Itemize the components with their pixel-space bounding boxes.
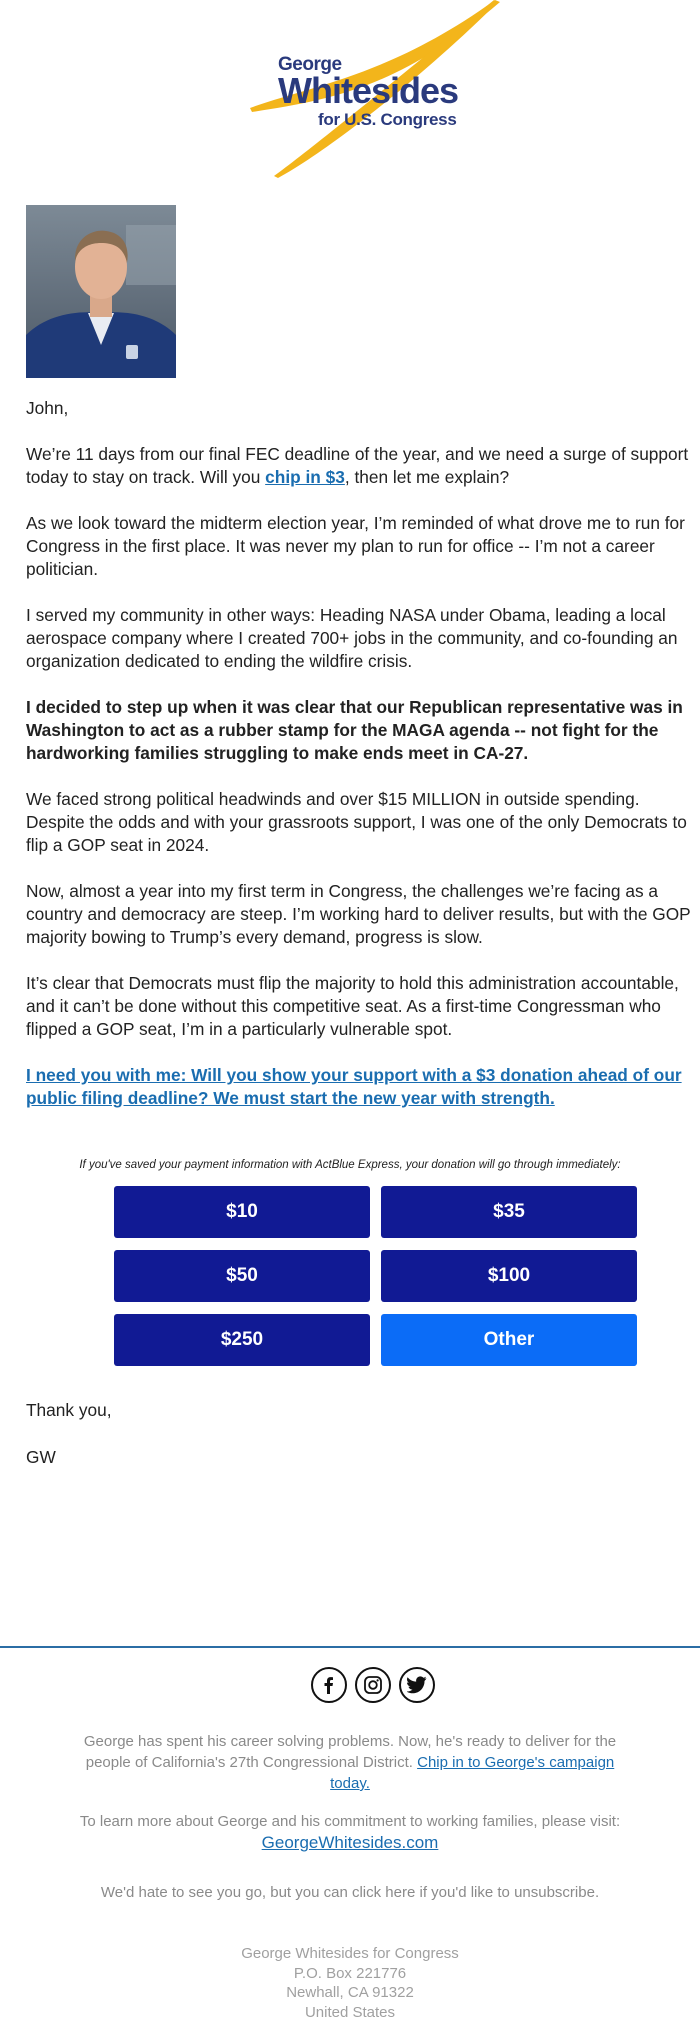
address-city: Newhall, CA 91322 <box>286 1984 414 2001</box>
logo-last-name: Whitesides <box>278 70 459 111</box>
paragraph-5 <box>26 788 700 857</box>
paragraph-4-bold <box>26 696 700 765</box>
learn-more-text: To learn more about George and his commitment to working families, please visit: <box>79 1813 621 1830</box>
footer-about <box>60 1731 640 1794</box>
instagram-glyph-icon <box>363 1675 383 1695</box>
p2-line-1: As we look toward the midterm election year, I’m reminded of what drove me to run for <box>26 513 685 533</box>
p5-line-3: flip a GOP seat in 2024. <box>26 835 210 855</box>
paragraph-6 <box>26 880 700 949</box>
p7-line-2: and it can’t be done without this competitive seat. As a first-time Congressman who <box>26 996 661 1016</box>
address-po-box: P.O. Box 221776 <box>293 1964 407 1982</box>
candidate-portrait <box>26 205 176 378</box>
p2-line-2: Congress in the first place. It was never my plan to run for office -- I’m not a career <box>26 536 655 556</box>
twitter-glyph-icon <box>407 1676 427 1694</box>
paragraph-7 <box>26 972 700 1041</box>
logo-wordmark <box>278 54 459 111</box>
about-line-1: George has spent his career solving problems. Now, he's ready to deliver for the <box>83 1733 617 1750</box>
donate-other-button[interactable]: Other <box>381 1314 637 1366</box>
facebook-glyph-icon <box>320 1676 338 1694</box>
p6-line-2: country and democracy are steep. I’m working hard to deliver results, but with the GOP <box>26 904 691 924</box>
donate-10-button[interactable]: $10 <box>114 1186 370 1238</box>
actblue-express-note: If you've saved your payment information with ActBlue Express, your donation will go through immediately: <box>79 1159 621 1171</box>
logo-tagline: for U.S. Congress <box>318 110 457 129</box>
cta-line-2: public filing deadline? We must start the new year with strength. <box>26 1088 555 1108</box>
mailing-address <box>0 1944 700 2022</box>
p7-line-3: flipped a GOP seat, I’m in a particularly vulnerable spot. <box>26 1019 453 1039</box>
p1-line-2: today to stay on track. Will you <box>26 467 266 487</box>
p5-line-2: Despite the odds and with your grassroots support, I was one of the only Democrats to <box>26 812 687 832</box>
signature-initials: GW <box>26 1447 56 1467</box>
footer-learn-more <box>60 1811 640 1854</box>
p3-line-1: I served my community in other ways: Heading NASA under Obama, leading a local <box>26 605 666 625</box>
chip-in-link[interactable]: chip in $3 <box>265 467 345 487</box>
footer-divider <box>0 1646 700 1648</box>
cta-line-1: I need you with me: Will you show your support with a $3 donation ahead of our <box>26 1065 682 1085</box>
chip-in-today-link[interactable]: today. <box>330 1775 370 1792</box>
about-line-2: people of California's 27th Congressional District. <box>85 1754 418 1771</box>
p4-line-3: hardworking families struggling to make ends meet in CA-27. <box>26 743 529 763</box>
greeting: John, <box>26 398 69 418</box>
letter-body <box>26 397 700 1133</box>
thank-you: Thank you, <box>26 1400 112 1420</box>
donation-cta-link[interactable] <box>26 1065 682 1108</box>
donate-100-button[interactable]: $100 <box>381 1250 637 1302</box>
donate-50-button[interactable]: $50 <box>114 1250 370 1302</box>
paragraph-1 <box>26 443 700 489</box>
portrait-photo-icon <box>26 205 176 378</box>
address-country: United States <box>304 2003 396 2021</box>
p6-line-3: majority bowing to Trump’s every demand, progress is slow. <box>26 927 483 947</box>
instagram-icon[interactable] <box>355 1667 391 1703</box>
p3-line-2: aerospace company where I created 700+ jobs in the community, and co-founding an <box>26 628 678 648</box>
cta-paragraph <box>26 1064 700 1110</box>
p4-line-2: Washington to act as a rubber stamp for the MAGA agenda -- not fight for the <box>26 720 659 740</box>
campaign-logo[interactable] <box>0 0 700 180</box>
address-org: George Whitesides for Congress <box>241 1945 459 1962</box>
paragraph-3 <box>26 604 700 673</box>
p2-line-3: politician. <box>26 559 99 579</box>
donate-250-button[interactable]: $250 <box>114 1314 370 1366</box>
unsubscribe-text[interactable]: We'd hate to see you go, but you can click here if you'd like to unsubscribe. <box>100 1884 600 1901</box>
p3-line-3: organization dedicated to ending the wildfire crisis. <box>26 651 413 671</box>
chip-in-campaign-link[interactable]: Chip in to George's campaign <box>417 1754 615 1771</box>
twitter-icon[interactable] <box>399 1667 435 1703</box>
donate-35-button[interactable]: $35 <box>381 1186 637 1238</box>
p7-line-1: It’s clear that Democrats must flip the majority to hold this administration accountable, <box>26 973 679 993</box>
p1-line-2-end: , then let me explain? <box>344 467 510 487</box>
logo-first-name: George <box>278 54 342 75</box>
p4-line-1: I decided to step up when it was clear that our Republican representative was in <box>26 697 683 717</box>
p6-line-1: Now, almost a year into my first term in Congress, the challenges we’re facing as a <box>26 881 658 901</box>
website-link[interactable]: GeorgeWhitesides.com <box>261 1833 439 1852</box>
facebook-icon[interactable] <box>311 1667 347 1703</box>
paragraph-2 <box>26 512 700 581</box>
p5-line-1: We faced strong political headwinds and over $15 MILLION in outside spending. <box>26 789 640 809</box>
p1-line-1: We’re 11 days from our final FEC deadline of the year, and we need a surge of support <box>26 444 689 464</box>
